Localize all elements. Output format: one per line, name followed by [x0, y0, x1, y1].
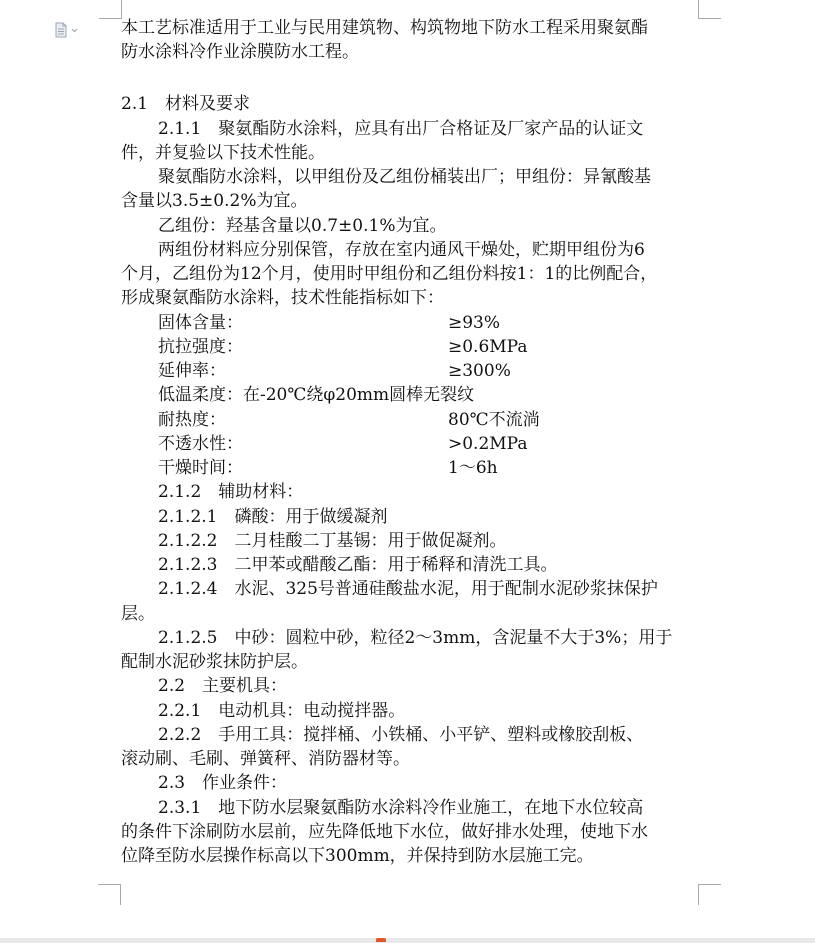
spec-label: 不透水性： — [158, 434, 243, 454]
section-heading: 2.1 材料及要求 — [121, 94, 251, 114]
subsection-heading: 2.3 作业条件： — [158, 773, 288, 793]
paragraph-line: 2.1.2.1 磷酸：用于做缓凝剂 — [158, 507, 388, 527]
spec-label: 干燥时间： — [158, 458, 243, 478]
page-corner-mark-top-right — [698, 0, 721, 19]
paragraph-line: 位降至防水层操作标高以下300mm，并保持到防水层施工完。 — [121, 846, 594, 866]
paragraph-line: 聚氨酯防水涂料，以甲组份及乙组份桶装出厂；甲组份：异氰酸基 — [158, 167, 651, 187]
spec-label: 抗拉强度： — [158, 337, 243, 357]
paragraph-line: 个月，乙组份为12个月，使用时甲组份和乙组份料按1：1的比例配合， — [121, 264, 658, 284]
paragraph-line: 的条件下涂刷防水层前，应先降低地下水位，做好排水处理，使地下水 — [121, 822, 648, 842]
spec-label: 固体含量： — [158, 313, 243, 333]
page-corner-mark-top-left — [99, 0, 122, 19]
paragraph-line: 2.1.2.3 二甲苯或醋酸乙酯：用于稀释和清洗工具。 — [158, 555, 558, 575]
paragraph-line: 层。 — [121, 604, 155, 624]
paragraph-line: 2.1.2.5 中砂：圆粒中砂，粒径2～3mm，含泥量不大于3%；用于 — [158, 628, 673, 648]
spec-value: ≥0.6MPa — [448, 337, 528, 357]
paragraph-line: 2.1.2.4 水泥、325号普通硅酸盐水泥，用于配制水泥砂浆抹保护 — [158, 579, 658, 599]
chevron-down-icon — [72, 29, 77, 32]
spec-value: ≥300% — [448, 361, 511, 381]
paragraph-line: 滚动刷、毛刷、弹簧秤、消防器材等。 — [121, 749, 410, 769]
paragraph-line: 2.3.1 地下防水层聚氨酯防水涂料冷作业施工，在地下水位较高 — [158, 798, 644, 818]
document-icon — [54, 22, 80, 38]
paragraph-line: 2.1.1 聚氨酯防水涂料，应具有出厂合格证及厂家产品的认证文 — [158, 119, 644, 139]
spec-value: 80℃不流淌 — [448, 410, 540, 430]
spec-value: >0.2MPa — [448, 434, 528, 454]
paragraph-line: 乙组份：羟基含量以0.7±0.1%为宜。 — [158, 216, 447, 236]
spec-label: 耐热度： — [158, 410, 226, 430]
document-menu-button[interactable] — [54, 22, 80, 38]
paragraph-line: 2.2.1 电动机具：电动搅拌器。 — [158, 701, 406, 721]
paragraph-line: 防水涂料冷作业涂膜防水工程。 — [121, 42, 359, 62]
paragraph-line: 2.1.2.2 二月桂酸二丁基锡：用于做促凝剂。 — [158, 531, 507, 551]
subsection-heading: 2.2 主要机具： — [158, 676, 288, 696]
spec-value: 1～6h — [448, 458, 498, 478]
paragraph-line: 形成聚氨酯防水涂料，技术性能指标如下： — [121, 288, 444, 308]
paragraph-line: 本工艺标准适用于工业与民用建筑物、构筑物地下防水工程采用聚氨酯 — [121, 18, 648, 38]
subsection-heading: 2.1.2 辅助材料： — [158, 482, 304, 502]
spec-label: 延伸率： — [158, 361, 226, 381]
paragraph-line: 件，并复验以下技术性能。 — [121, 143, 325, 163]
spec-value: ≥93% — [448, 313, 501, 333]
paragraph-line: 含量以3.5±0.2%为宜。 — [121, 191, 308, 211]
paragraph-line: 2.2.2 手用工具：搅拌桶、小铁桶、小平铲、塑料或橡胶刮板、 — [158, 725, 644, 745]
paragraph-line: 两组份材料应分别保管，存放在室内通风干燥处，贮期甲组份为6 — [158, 240, 645, 260]
paragraph-line: 配制水泥砂浆抹防护层。 — [121, 652, 308, 672]
spec-low-temperature: 低温柔度：在-20℃绕φ20mm圆棒无裂纹 — [158, 385, 475, 405]
page-corner-mark-bottom-right — [698, 884, 721, 905]
window-bottom-strip — [0, 938, 815, 943]
page-corner-mark-bottom-left — [98, 884, 121, 905]
taskbar-indicator — [376, 938, 386, 942]
